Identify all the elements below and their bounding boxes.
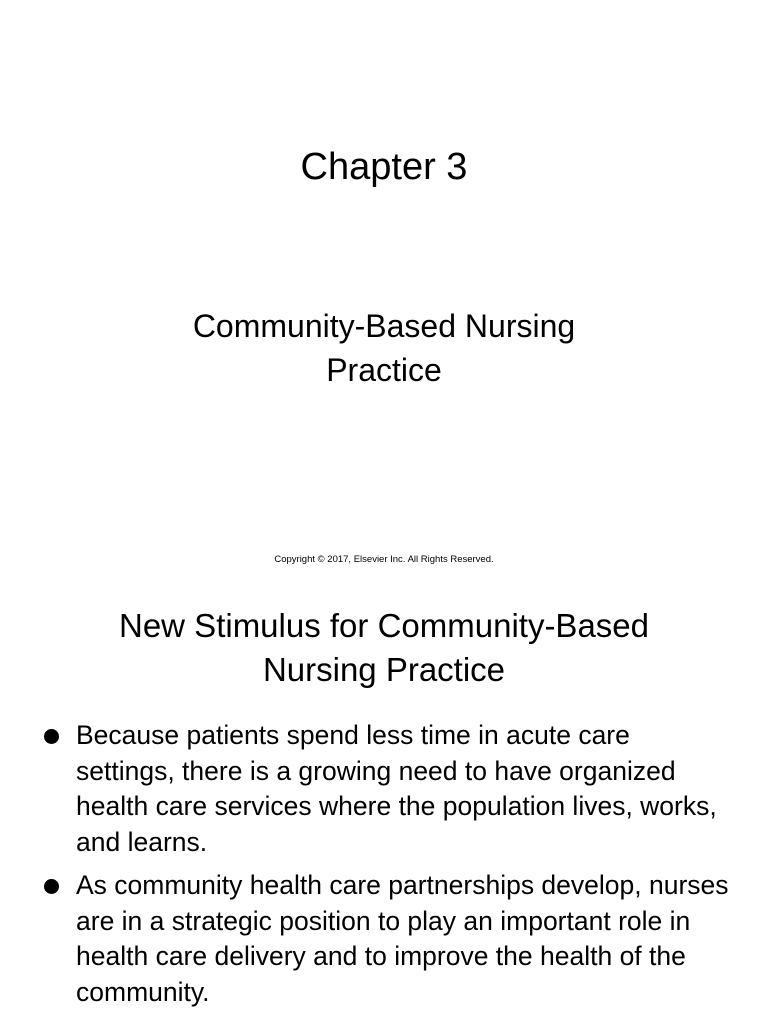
slide-title <box>30 604 738 692</box>
slide-title-line-1: New Stimulus for Community-Based <box>119 607 649 644</box>
bullet-dot-icon <box>44 729 59 744</box>
slide-title-line-2: Nursing Practice <box>262 651 506 688</box>
chapter-subtitle <box>0 304 768 392</box>
chapter-title: Chapter 3 <box>300 146 468 188</box>
bullet-text: As community health care partnerships develop, nurses are in a strategic position to play an important role in health care delivery and to improve the health of the community. <box>76 870 729 1007</box>
chapter-subtitle-line-1: Community-Based Nursing <box>192 308 576 344</box>
bullet-item <box>44 868 734 1010</box>
bullet-item <box>44 718 734 860</box>
slide-new-stimulus <box>0 576 768 1024</box>
bullet-list <box>44 718 734 1018</box>
bullet-text: Because patients spend less time in acute care settings, there is a growing need to have organized health care services where the population lives, works, and learns. <box>76 720 717 857</box>
chapter-subtitle-line-2: Practice <box>326 352 442 388</box>
copyright-notice: Copyright © 2017, Elsevier Inc. All Rights Reserved. <box>274 554 494 565</box>
bullet-dot-icon <box>44 879 59 894</box>
